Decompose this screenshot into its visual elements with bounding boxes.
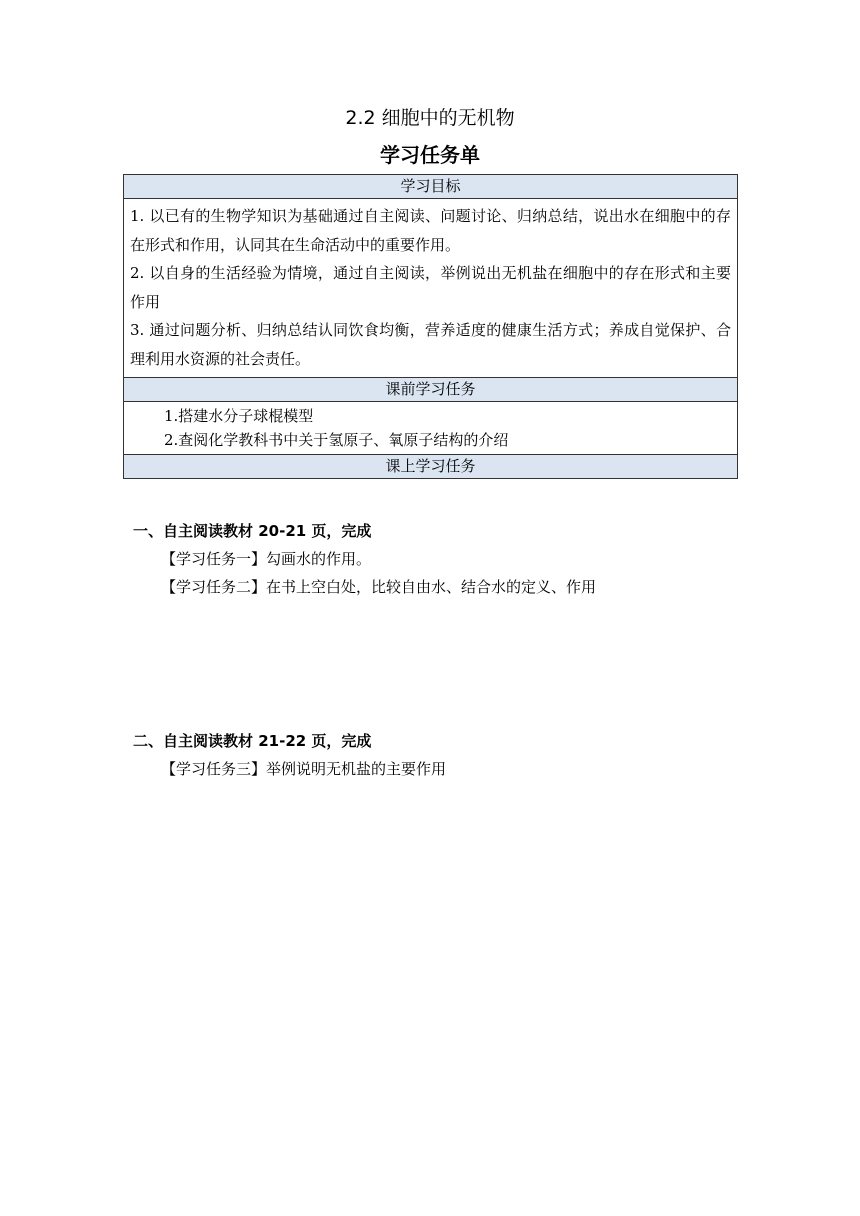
task-item: 【学习任务一】勾画水的作用。	[161, 550, 372, 568]
task-item: 【学习任务二】在书上空白处，比较自由水、结合水的定义、作用	[161, 578, 597, 596]
goal-item: 1. 以已有的生物学知识为基础通过自主阅读、问题讨论、归纳总结，说出水在细胞中的存在形式和作用，认同其在生命活动中的重要作用。	[130, 207, 731, 254]
pre-class-task: 2.查阅化学教科书中关于氢原子、氧原子结构的介绍	[164, 431, 509, 449]
pre-class-cell	[124, 402, 738, 455]
section-two	[133, 730, 446, 780]
section-heading: 二、自主阅读教材 21-22 页，完成	[133, 732, 372, 750]
pre-class-header: 课前学习任务	[124, 378, 738, 402]
goals-cell	[124, 199, 738, 378]
document-subtitle: 学习任务单	[380, 143, 480, 167]
goals-header: 学习目标	[124, 175, 738, 199]
document-title: 2.2 细胞中的无机物	[345, 107, 515, 129]
section-one	[133, 520, 596, 598]
task-table	[123, 174, 738, 479]
section-heading: 一、自主阅读教材 20-21 页，完成	[133, 522, 372, 540]
goal-item: 3. 通过问题分析、归纳总结认同饮食均衡，营养适度的健康生活方式；养成自觉保护、合理利用水资源的社会责任。	[130, 321, 731, 368]
task-item: 【学习任务三】举例说明无机盐的主要作用	[161, 760, 447, 778]
goal-item: 2. 以自身的生活经验为情境，通过自主阅读，举例说出无机盐在细胞中的存在形式和主要作用	[130, 264, 731, 311]
in-class-header: 课上学习任务	[124, 455, 738, 479]
pre-class-task: 1.搭建水分子球棍模型	[164, 407, 314, 425]
